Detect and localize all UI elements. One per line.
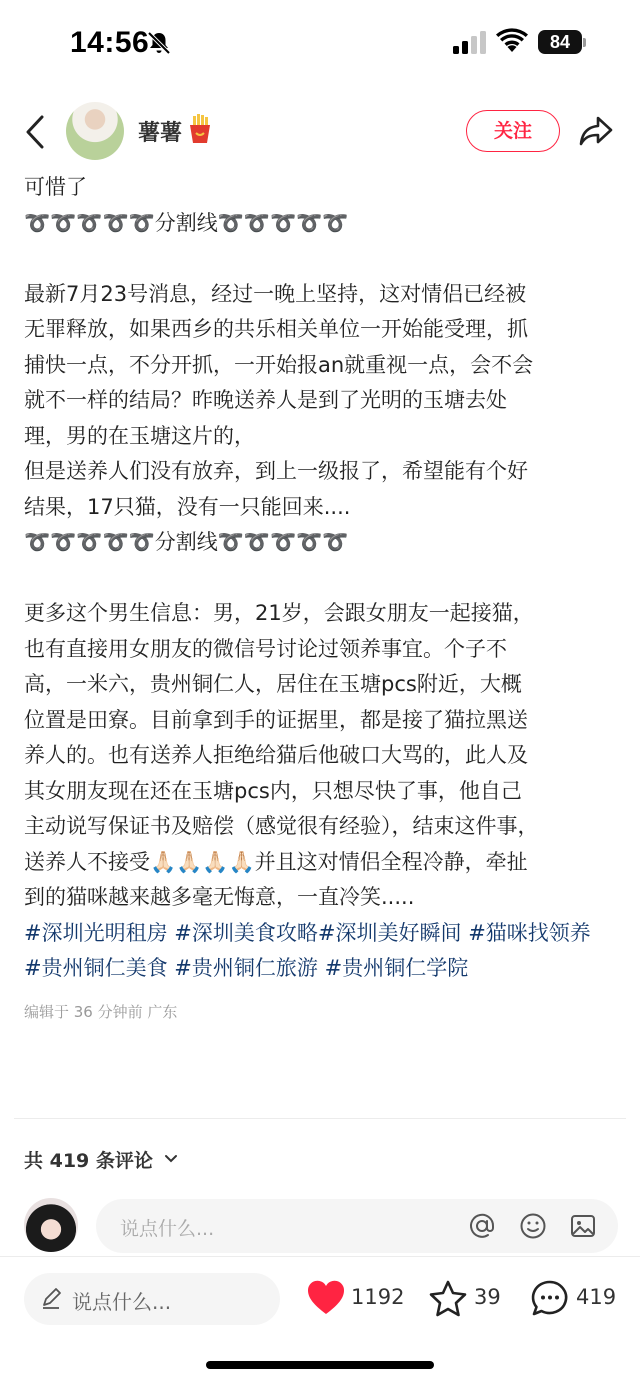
post-line: 但是送养人们没有放弃，到上一级报了，希望能有个好 (24, 459, 528, 483)
hashtag-list (24, 916, 620, 987)
hashtag-link[interactable]: #猫咪找领养 (468, 920, 591, 945)
hashtag-link[interactable]: #深圳美食攻略 (174, 920, 318, 945)
edit-meta: 编辑于 36 分钟前 广东 (24, 1002, 178, 1021)
at-icon[interactable] (468, 1212, 496, 1240)
signal-icon (452, 30, 488, 54)
star-icon[interactable] (428, 1279, 468, 1317)
fries-icon (186, 114, 214, 144)
post-line: ➰➰➰➰➰分割线➰➰➰➰➰ (24, 210, 349, 235)
like-count: 1192 (351, 1285, 405, 1309)
hashtag-link[interactable]: #深圳美好瞬间 (317, 920, 462, 945)
post-line-blank (24, 561, 620, 597)
image-icon[interactable] (569, 1212, 597, 1240)
post-line: 可惜了 (24, 175, 87, 199)
chevron-down-icon (164, 1153, 178, 1165)
home-indicator[interactable] (206, 1361, 434, 1369)
post-line: 养人的。也有送养人拒绝给猫后他破口大骂的，此人及 (24, 743, 528, 767)
hashtag-link[interactable]: #贵州铜仁学院 (324, 956, 469, 980)
collect-count: 39 (474, 1285, 501, 1309)
comment-count: 419 (576, 1285, 617, 1309)
post-line: 高，一米六，贵州铜仁人，居住在玉塘pcs附近，大概 (24, 672, 522, 696)
post-line: 就不一样的结局？昨晚送养人是到了光明的玉塘去处 (24, 388, 507, 412)
emoji-icon[interactable] (519, 1212, 547, 1240)
hashtag-link[interactable]: #深圳光明租房 (24, 920, 168, 945)
post-line: 也有直接用女朋友的微信号讨论过领养事宜。个子不 (24, 636, 507, 661)
comment-input[interactable] (96, 1199, 618, 1253)
post-line: 位置是田寮。目前拿到手的证据里，都是接了猫拉黑送 (24, 707, 528, 732)
post-line: 最新7月23号消息，经过一晚上坚持，这对情侣已经被 (24, 281, 527, 306)
post-line: 送养人不接受🙏🏻🙏🏻🙏🏻🙏🏻并且这对情侣全程冷静，牵扯 (24, 849, 528, 874)
divider (14, 1118, 626, 1119)
author-name[interactable]: 薯薯 (138, 121, 183, 146)
bottom-placeholder: 说点什么... (72, 1290, 172, 1314)
comment-count-label: 共 419 条评论 (24, 1150, 153, 1172)
chat-icon[interactable] (530, 1279, 570, 1317)
bottom-comment-input[interactable] (24, 1273, 280, 1325)
pencil-icon (40, 1287, 62, 1309)
post-line: 其女朋友现在还在玉塘pcs内，只想尽快了事，他自己 (24, 778, 522, 803)
status-time: 14:56 (70, 26, 150, 59)
heart-icon[interactable] (306, 1279, 346, 1317)
comment-placeholder: 说点什么... (120, 1218, 215, 1240)
hashtag-link[interactable]: #贵州铜仁美食 (24, 956, 168, 980)
battery-level: 84 (538, 30, 582, 54)
post-line: 无罪释放，如果西乡的共乐相关单位一开始能受理，抓 (24, 317, 528, 341)
comment-count-toggle[interactable] (24, 1146, 178, 1173)
share-icon[interactable] (578, 114, 614, 148)
post-line: ➰➰➰➰➰分割线➰➰➰➰➰ (24, 530, 349, 554)
post-line: 主动说写保证书及赔偿（感觉很有经验），结束这件事， (24, 814, 539, 838)
post-line-blank (24, 241, 620, 277)
wifi-icon (496, 28, 528, 54)
back-icon[interactable] (22, 114, 50, 150)
post-line: 捕快一点，不分开抓，一开始报an就重视一点，会不会 (24, 352, 534, 377)
battery-tip (583, 38, 586, 47)
post-line: 更多这个男生信息：男，21岁，会跟女朋友一起接猫， (24, 601, 534, 625)
post-line: 到的猫咪越来越多毫无悔意，一直冷笑..... (24, 885, 415, 909)
bell-off-icon (146, 30, 172, 56)
bottom-action-bar (0, 1256, 640, 1387)
author-avatar[interactable] (66, 102, 124, 160)
follow-button[interactable]: 关注 (466, 110, 560, 152)
post-line: 理，男的在玉塘这片的， (24, 423, 255, 448)
post-content (24, 170, 620, 1022)
my-avatar (24, 1198, 78, 1252)
hashtag-link[interactable]: #贵州铜仁旅游 (174, 956, 318, 980)
status-bar (0, 0, 640, 88)
post-line: 结果，17只猫，没有一只能回来.... (24, 494, 351, 519)
post-header (0, 96, 640, 168)
